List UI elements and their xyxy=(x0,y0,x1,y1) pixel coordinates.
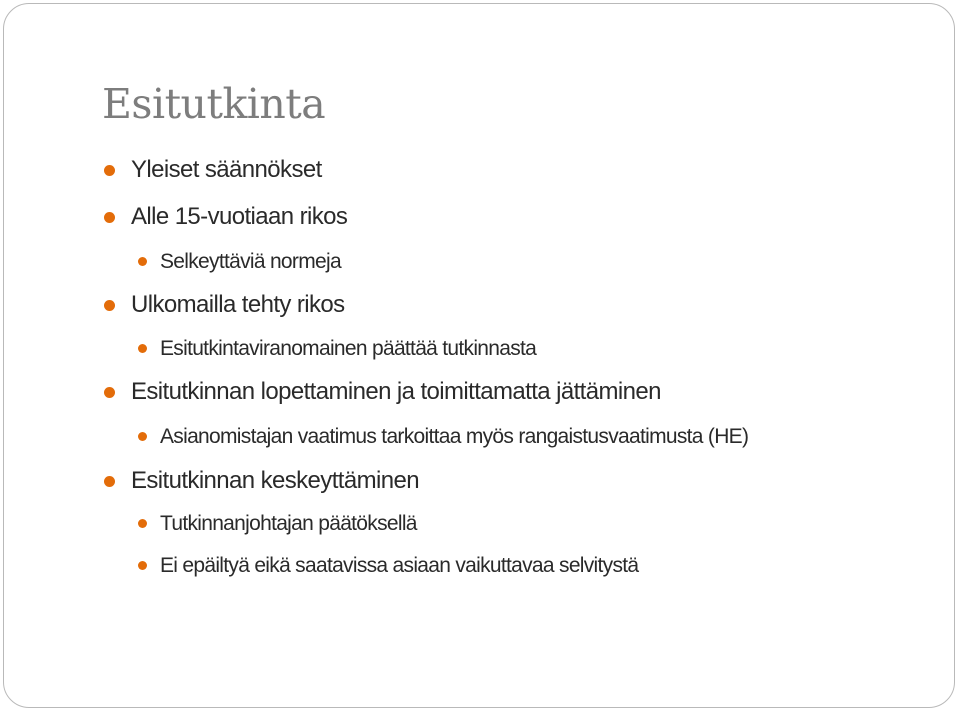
sub-list-item-text: Tutkinnanjohtajan päätöksellä xyxy=(160,512,417,535)
sub-list-item-text: Esitutkintaviranomainen päättää tutkinnasta xyxy=(160,337,537,360)
list-item-text: Alle 15-vuotiaan rikos xyxy=(131,203,348,230)
bullet-dot-icon xyxy=(104,387,115,398)
bullet-dot-icon xyxy=(104,476,115,487)
bullet-dot-icon xyxy=(138,432,147,441)
bullet-dot-icon xyxy=(104,212,115,223)
sub-list-item-text: Ei epäiltyä eikä saatavissa asiaan vaikuttavaa selvitystä xyxy=(160,554,639,577)
bullet-dot-icon xyxy=(138,519,147,528)
bullet-dot-icon xyxy=(138,344,147,353)
list-item-text: Ulkomailla tehty rikos xyxy=(131,291,345,318)
bullet-dot-icon xyxy=(104,165,115,176)
list-item-text: Esitutkinnan lopettaminen ja toimittamatta jättäminen xyxy=(131,378,661,405)
bullet-dot-icon xyxy=(138,561,147,570)
list-item-text: Esitutkinnan keskeyttäminen xyxy=(131,467,419,494)
sub-list-item-text: Selkeyttäviä normeja xyxy=(160,250,341,273)
sub-list-item-text: Asianomistajan vaatimus tarkoittaa myös rangaistusvaatimusta (HE) xyxy=(160,425,749,448)
slide-title: Esitutkinta xyxy=(102,80,326,128)
bullet-dot-icon xyxy=(104,300,115,311)
list-item-text: Yleiset säännökset xyxy=(131,156,322,183)
bullet-dot-icon xyxy=(138,257,147,266)
